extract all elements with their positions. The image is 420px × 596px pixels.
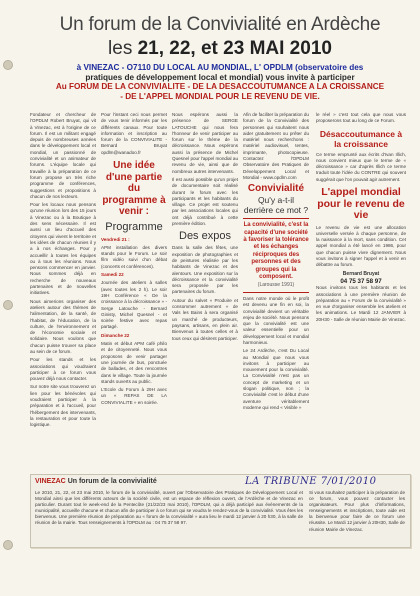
intro-line: Au FORUM DE LA CONVIVIALITE - DE LA DESACCOUTUMANCE A LA CROISSANCE (55, 82, 385, 92)
program-heading: Programme (105, 220, 163, 233)
day-label: Samedi 22 (101, 272, 124, 278)
clipping-sidebar: Si vous souhaitez participer à la préparation de ce forum, vous pouvez contacter les organisateurs. Pour plus d'informations, renseignements et inscriptions, toute aide est la bienvenue pour faire de ce forum une réussite. Le Mardi 12 janvier à 20H30, Salle de réunion Mairie de Vinezac. (309, 490, 405, 532)
clipping-title: Un forum de la convivialité (67, 478, 157, 485)
binder-hole (3, 300, 13, 310)
paragraph: Journée des ateliers à salles (avec toutes les 2 h). Le soir 19H Conférence « De la croissance à la décroissance » - Serge Latouche - Bernard Ginisty, Michel Quesnel - et soirée festive avec repas partagé. (101, 280, 167, 330)
article-column-4 (243, 112, 309, 462)
article-column-1 (30, 112, 96, 462)
intro-line: à VINEZAC - O7110 DU LOCAL AU MONDIAL, L' OPDLM (observatoire des (76, 63, 364, 72)
article-column-2 (101, 112, 167, 462)
newspaper-stamp: LA TRIBUNE 7/01/2010 (245, 476, 377, 487)
paragraph: Nous invitons tous les habitants et les associations à une première réunion de préparation au « Forum de la convivialité » en vue d'organiser ensemble les ateliers et les animations. Le Mardi 12 JANVIER à 20H30 - Salle de réunion Mairie de Vinezac. (316, 285, 406, 322)
day-label: Vendredi 21 : (101, 236, 130, 242)
divider (243, 218, 309, 219)
headline-dates-value: 21, 22, et 23 MAI 2010 (137, 38, 332, 59)
convivialite-subheading: Qu'y a-t-il derrière ce mot ? (243, 195, 309, 216)
intro-block (30, 63, 410, 101)
paragraph: Nous aimerions organiser des ateliers autour des thèmes de l'alimentation, de la santé, de l'habitat, de l'éducation, de la culture, de l'environnement et de l'économie sociale et solidaire. Nous voulons que chacun puisse trouver sa place au sein de ce forum. (30, 298, 96, 354)
paragraph: Sur notre site vous trouverez un lien pour les bénévoles qui voudraient participer à la préparation et à l'accueil, pour l'hébergement des intervenants, la restauration et pour toute la logistique. (30, 384, 96, 428)
appel-mondial-heading: L'appel mondial pour le revenu de vie (317, 186, 405, 222)
intro-line: - DE L'APPEL MONDIAL POUR LE REVENU DE VIE. (120, 91, 320, 101)
program-teaser-heading: Une idée d'une partie du programme à venir : (102, 160, 166, 218)
headline-title: Un forum de la Convivialité en Ardèche (59, 14, 381, 35)
definition-quote (243, 222, 309, 289)
headline-dates-prefix: les (108, 38, 133, 59)
paragraph: Pour l'instant ceci nous permet de vous tenir informés par les différents canaux. Pour toute information et inscription au forum de la CONVIVIALITE - Bernard Bruyat opdlm@wanadoo.fr (101, 112, 167, 155)
quote-text: La convivialité, c'est la capacité d'une société à favoriser la tolérance et les échanges réciproques des personnes et des groupes qui la composent. (243, 222, 309, 281)
paragraph: Afin de faciliter la préparation du forum de la Convivialité des personnes qui souhaitent nous aider gratuitement ou prêter du matériel nous recherchons : matériel audiovisuel, tentes, imprimante, photocopieuse. Contactez l'OPDLM Observatoire des Pratiques de Développement Local et Mondial - www.opdlm.com (243, 112, 309, 180)
article-column-5 (316, 112, 406, 462)
paragraph: Pour les locaux nous pensons qu'une réunion lors des 15 jours à Vinezac ou à la Boutique à des sens nécessaire. Il est aussi un lieu d'accueil des citoyens qui vivent le territoire et les idées de chacun réunies il y a à nos échanges. Pour y accueillir à toutes les équipes ou à tous les réunions. Nous pensons commencer en janvier. Nous sommes déjà en recherche de nouveaux partenaires et de nouvelles initiatives. (30, 202, 96, 296)
desaccoutumance-heading: Désaccoutumance à la croissance (319, 128, 403, 149)
paragraph: Le revenu de vie est une allocation universelle versée à chaque personne, de la naissance à la mort, sans condition. Cet appel mondial a été lancé en 1986, pour que chacun puisse vivre dignement. Nous vous invitons à signer l'appel et à venir en débattre au forum. (316, 224, 406, 268)
intro-line: pratiques de développement local et mondial) vous invite à participer (85, 72, 355, 82)
paragraph: APM installation des divers stands pour le Forum. Le soir film vidéo suivi d'un débat (concerts et conférences). (101, 244, 167, 269)
day-label: Dimanche 22 (101, 332, 130, 338)
paragraph: Autour du salvet « Produire et consommer autrement » de Vals les Bains à sera organisé un marché de producteurs, paysans, artisans, en plein air. Bienvenus à toutes celles et à tous ceux qui désirent participer. (172, 297, 238, 341)
paragraph: Matin et début APM café philo et de citoyenneté. Nous vous proposons de venir partager une journée de bus, ponctuée de ballades, et des rencontres dans le village. Toute la journée stands ouverts au public. (101, 341, 167, 384)
paragraph: le réel » c'est tout cela que nous vous proposerons tout au long de ce Forum. (316, 112, 406, 124)
binder-hole (3, 540, 13, 550)
newspaper-clipping (30, 474, 411, 548)
paragraph: Le 24 Ardèche, c'est Du Local au Mondial que nous vous invitons à participer au mouvement pour la convivialité. La Convivialité n'est pas un concept de marketing et un slogan politique, non ; la Convivialité c'est le début d'une aventure véritablement moderne qui rend « Visible » (243, 348, 309, 410)
clipping-headline (35, 478, 157, 485)
clipping-body: Le 2010, 21, 22, et 23 mai 2010, le forum de la convivialité, ouvert par l'Observatoire des Pratiques de Développement Local et Mondial ainsi que les différents acteurs de la société civile, est un espace de réflexion ouvert, de l'Ardèche et de Vinezac en particulier. Durant tout le week-end de la Pentecôte (21/22/23 mai 2010), l'OPDLM, qui a déjà participé aux événements de la municipalité, accueille chacune et chacun afin de participer à ce forum qui se voudra le rendez-vous de la convivialité. Vous êtes les bienvenus. Une première réunion de préparation au « forum de la convivialité » aura lieu le mardi 12 janvier à 20 h30, à la salle de réunion de la mairie. Tous renseignements à l'OPDLM au : 04 75 37 58 97. (35, 490, 303, 526)
headline-dates (30, 38, 410, 60)
article-column-3 (172, 112, 238, 462)
expos-heading: Des expos (179, 230, 231, 243)
clipping-place: VINEZAC (35, 478, 66, 485)
paragraph: Fondateur et chercheur de l'OPDLM Robert Bruyat, qui vit à Vinezac, est à l'origine de ce forum. Il est un militant engagé depuis de nombreuses années dans le développement local et mondial, un passionné de convivialité et un animateur de forums. L'équipe locale qui travaille à la préparation de ce forum propose un très riche programme de conférences, suggestions et propositions à chacun de nos lecteurs. (30, 112, 96, 199)
paragraph: Ce terme emprunté aux écrits d'Ivan Illich, nous convient mieux que le terme de « décroissance » car d'après Illich ce terme traduit toute l'idée du CONTRE qui souvent suggérait que l'on pouvait agir autrement. (316, 151, 406, 182)
paragraph: Dans notre monde où le profit est devenu une fin en soi, la convivialité devient un véritable enjeu de société. Nous pensons que la convivialité est une valeur essentielle pour un développement local et mondial harmonieux. (243, 295, 309, 345)
paragraph: Dans la salle des fêtes, une exposition de photographies et de peintures réalisée par les habitants de Vinezac et des alentours. Une exposition sur la décroissance et la convivialité sera proposée par les partenaires du forum. (172, 245, 238, 295)
convivialite-heading: Convivialité (247, 183, 305, 195)
paragraph: Pour les stands et les associations qui voudraient participer à ce forum vous pouvez déjà nous contacter. (30, 357, 96, 382)
paragraph: Il est aussi possible qu'un projet de documentaire soit réalisé durant le forum avec les participants et les habitants du village. Ce projet est soutenu par les associations locales qui ont déjà contribué à cette première édition. (172, 176, 238, 227)
divider (243, 292, 309, 293)
signature-name: Bernard Bruyat (342, 270, 380, 277)
contact-phone: 04 75 37 58 97 (340, 277, 382, 285)
quote-source: (Larousse 1991) (257, 281, 295, 288)
paragraph: L'Ecole du Forum à 29H avec un « REPAS DE LA CONVIVIALITE » en soirée. (101, 387, 167, 405)
binder-hole (3, 60, 13, 70)
paragraph: Nous espérons aussi la présence de SERGE LATOUCHE qui nous fera l'honneur de venir participer au forum sur le thème de la décroissance. Nous espérons aussi la présence de Michel Quesnel pour l'appel mondial au revenu de vie, ainsi que de nombreux autres intervenants. (172, 112, 238, 174)
